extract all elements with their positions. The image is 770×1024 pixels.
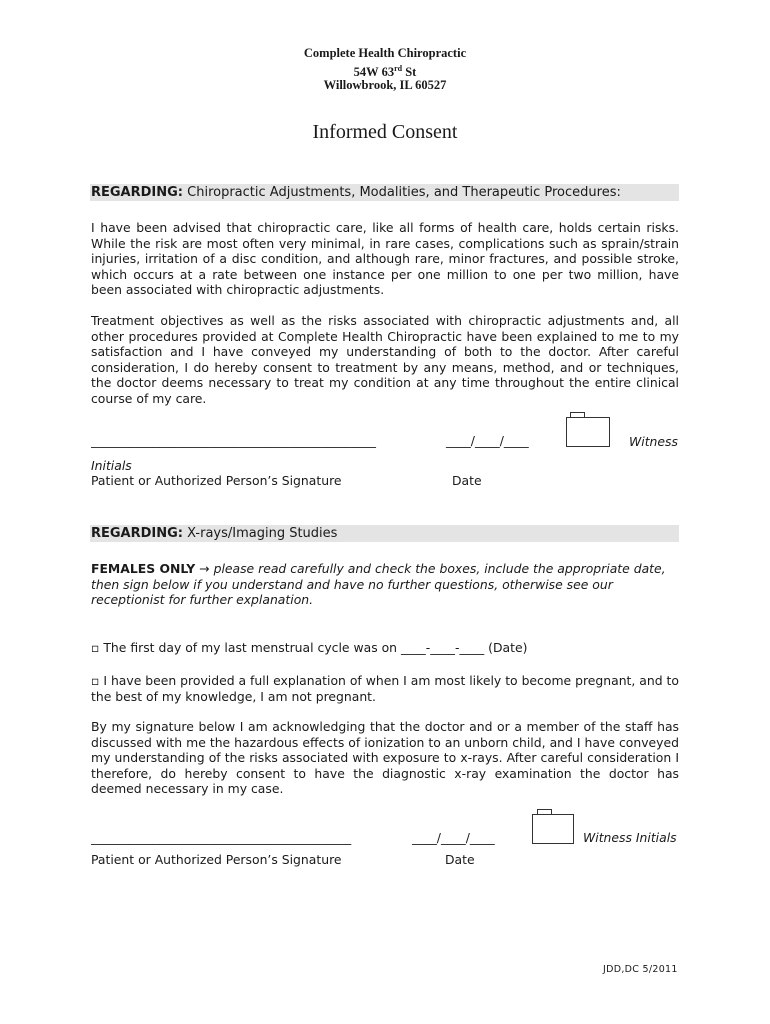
- signature-caption: Patient or Authorized Person’s Signature: [91, 473, 342, 488]
- females-instructions: [91, 561, 691, 608]
- address-street: St: [402, 65, 417, 80]
- regarding-label: REGARDING:: [91, 185, 184, 200]
- clinic-name: Complete Health Chiropractic: [303, 46, 467, 60]
- signature-line[interactable]: ______________________________________________: [91, 433, 376, 448]
- witness-label: Witness: [629, 434, 678, 449]
- menstrual-cycle-item[interactable]: [91, 640, 527, 655]
- page-title: Informed Consent: [312, 121, 458, 143]
- section-heading-xray: [90, 525, 679, 542]
- section-heading-chiropractic: [90, 184, 679, 201]
- address-suffix: rd: [394, 64, 403, 73]
- date-caption: Date: [445, 852, 475, 867]
- checkbox-icon[interactable]: ▫: [91, 673, 100, 688]
- clinic-city: Willowbrook, IL 60527: [323, 78, 447, 92]
- regarding-text: Chiropractic Adjustments, Modalities, and Therapeutic Procedures:: [183, 185, 621, 200]
- witness-initials-box[interactable]: [566, 417, 610, 447]
- pregnancy-item[interactable]: [91, 673, 679, 704]
- acknowledgement-paragraph: By my signature below I am acknowledging that the doctor and or a member of the staff has discussed with me the hazardous effects of ionization to an unborn child, and I have conveyed my understanding of the risks associated with exposure to x-rays. After careful consideration I therefore, do hereby consent to have the diagnostic x-ray examination the doctor has deemed necessary in my case.: [91, 719, 679, 796]
- instructions-line3: receptionist for further explanation.: [91, 592, 314, 607]
- signature-caption: Patient or Authorized Person’s Signature: [91, 852, 342, 867]
- date-caption: Date: [452, 473, 482, 488]
- witness-initials-label: Witness Initials: [583, 830, 677, 845]
- footer-code: JDD,DC 5/2011: [603, 964, 678, 975]
- date-line[interactable]: ____/____/____: [412, 830, 495, 845]
- females-only-label: FEMALES ONLY: [91, 561, 196, 576]
- risk-paragraph: I have been advised that chiropractic care, like all forms of health care, holds certain risks. While the risk are most often very minimal, in rare cases, complications such as sprain/strain injuries, irritation of a disc condition, and although rare, minor fractures, and possible stroke, which occurs at a rate between one instance per one million to one per two million, have been associated with chiropractic adjustments.: [91, 220, 679, 297]
- checkbox-icon[interactable]: ▫: [91, 640, 100, 655]
- initials-label: Initials: [91, 458, 132, 473]
- instructions-line2: then sign below if you understand and have no further questions, otherwise see our: [91, 576, 613, 592]
- arrow-icon: →: [199, 561, 210, 576]
- pregnancy-text: I have been provided a full explanation of when I am most likely to become pregnant, and to the best of my knowledge, I am not pregnant.: [91, 673, 679, 704]
- regarding-label: REGARDING:: [91, 526, 184, 541]
- menstrual-text: The first day of my last menstrual cycle was on ____-____-____ (Date): [99, 640, 528, 655]
- signature-line[interactable]: __________________________________________: [91, 830, 352, 845]
- date-line[interactable]: ____/____/____: [446, 433, 529, 448]
- address-number: 54W 63: [353, 65, 395, 80]
- instructions-line1: please read carefully and check the boxes, include the appropriate date,: [209, 561, 666, 576]
- regarding-text: X-rays/Imaging Studies: [183, 526, 338, 541]
- treatment-paragraph: Treatment objectives as well as the risks associated with chiropractic adjustments and, all other procedures provided at Complete Health Chiropractic have been explained to me to my satisfaction and I have conveyed my understanding of both to the doctor. After careful consideration, I do hereby consent to treatment by any means, method, and or techniques, the doctor deems necessary to treat my condition at any time throughout the entire clinical course of my care.: [91, 313, 679, 406]
- witness-initials-box[interactable]: [532, 814, 574, 844]
